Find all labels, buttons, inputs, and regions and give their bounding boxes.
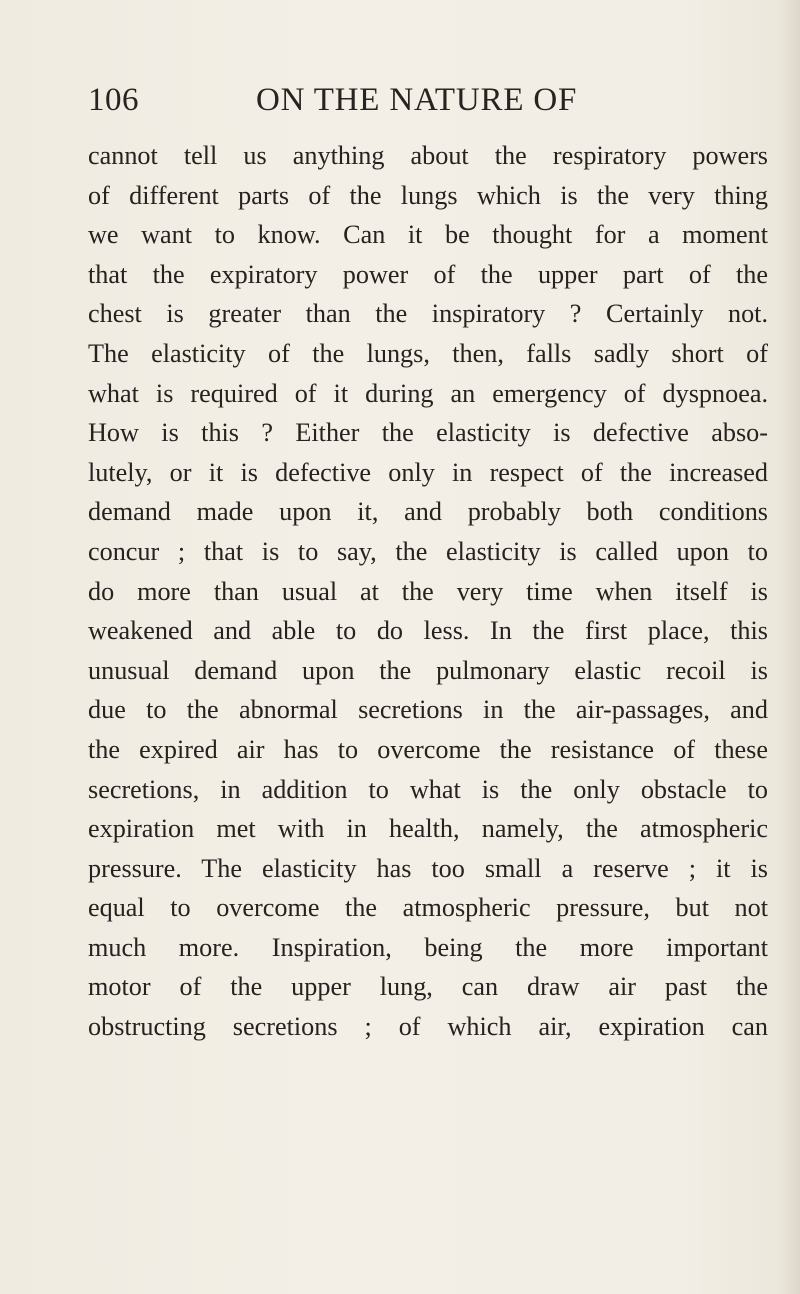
- text-line: lutely, or it is defective only in respect of the increased: [88, 457, 768, 487]
- text-line: cannot tell us anything about the respiratory powers: [88, 141, 768, 170]
- text-line: the expired air has to overcome the resistance of these: [88, 734, 768, 764]
- text-line: of different parts of the lungs which is the very thing: [88, 180, 768, 210]
- text-line: motor of the upper lung, can draw air past the: [88, 972, 768, 1002]
- text-line: unusual demand upon the pulmonary elastic recoil is: [88, 655, 768, 685]
- text-line: chest is greater than the inspiratory ? Certainly not.: [88, 299, 768, 329]
- text-line: what is required of it during an emergency of dyspnoea.: [88, 378, 768, 408]
- page-edge-shadow: [778, 0, 800, 1294]
- text-line: equal to overcome the atmospheric pressure, but not: [88, 893, 768, 923]
- text-line: demand made upon it, and probably both conditions: [88, 497, 768, 527]
- text-line: due to the abnormal secretions in the air-passages, and: [88, 695, 768, 725]
- body-text: [88, 136, 768, 1047]
- text-line: secretions, in addition to what is the only obstacle to: [88, 774, 768, 804]
- text-line: How is this ? Either the elasticity is defective abso-: [88, 418, 768, 448]
- running-title: ON THE NATURE OF: [256, 82, 578, 118]
- running-head: [88, 82, 768, 126]
- text-line: pressure. The elasticity has too small a reserve ; it is: [88, 853, 768, 883]
- text-line: The elasticity of the lungs, then, falls sadly short of: [88, 338, 768, 368]
- text-line: we want to know. Can it be thought for a moment: [88, 220, 768, 250]
- text-line: that the expiratory power of the upper part of the: [88, 259, 768, 289]
- text-line: much more. Inspiration, being the more important: [88, 932, 768, 962]
- text-line: weakened and able to do less. In the first place, this: [88, 616, 768, 646]
- page-number: 106: [88, 82, 139, 118]
- text-line: do more than usual at the very time when itself is: [88, 576, 768, 606]
- text-line: concur ; that is to say, the elasticity is called upon to: [88, 536, 768, 566]
- text-line: obstructing secretions ; of which air, expiration can: [88, 1012, 768, 1042]
- text-line: expiration met with in health, namely, the atmospheric: [88, 814, 768, 844]
